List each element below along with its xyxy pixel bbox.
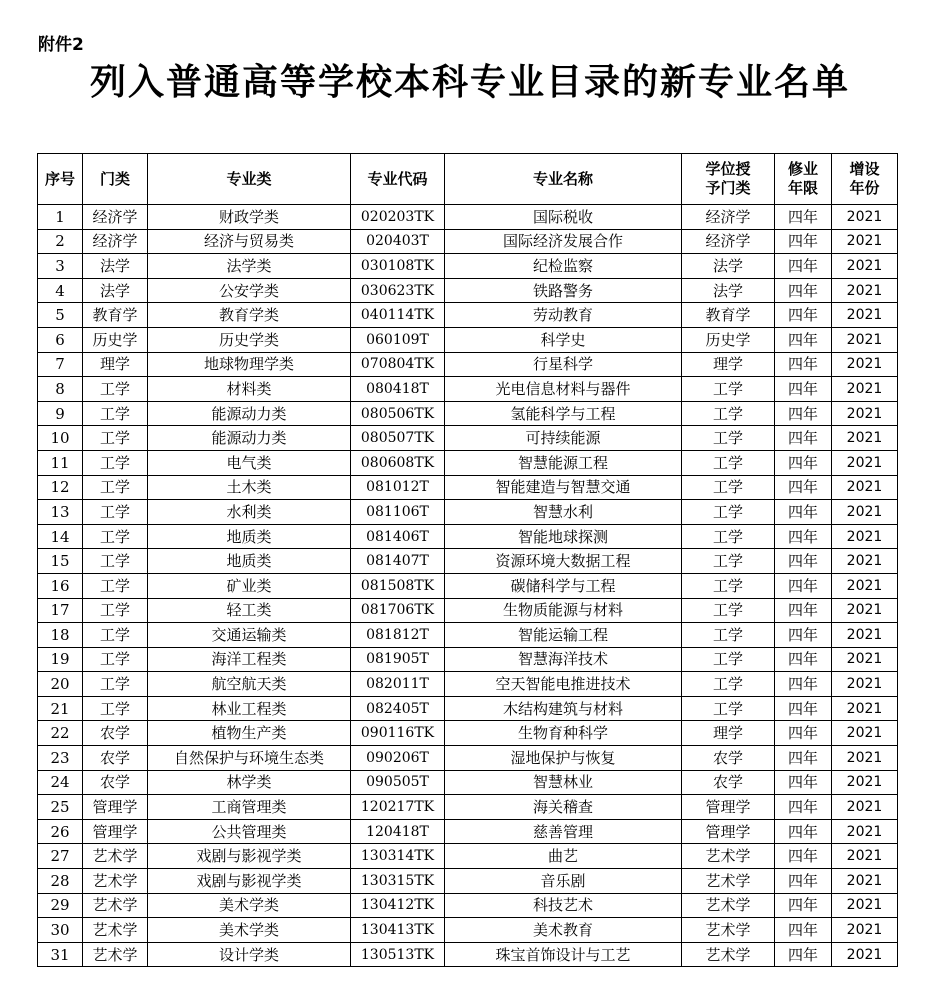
cell-study-years: 四年 (775, 746, 832, 771)
cell-major-name: 湿地保护与恢复 (445, 746, 682, 771)
cell-major-code: 020403T (351, 229, 445, 254)
cell-added-year: 2021 (832, 573, 898, 598)
cell-discipline: 农学 (83, 770, 148, 795)
cell-major-code: 080507TK (351, 426, 445, 451)
cell-degree-category: 艺术学 (682, 869, 775, 894)
cell-degree-category: 工学 (682, 500, 775, 525)
table-row (38, 696, 898, 721)
cell-major-name: 国际经济发展合作 (445, 229, 682, 254)
header-study-years: 修业年限 (775, 154, 832, 205)
cell-discipline: 工学 (83, 500, 148, 525)
cell-study-years: 四年 (775, 819, 832, 844)
cell-major-class: 林业工程类 (148, 696, 351, 721)
cell-major-class: 矿业类 (148, 573, 351, 598)
cell-index: 11 (38, 450, 83, 475)
cell-index: 1 (38, 205, 83, 230)
cell-major-code: 081406T (351, 524, 445, 549)
cell-discipline: 艺术学 (83, 942, 148, 967)
cell-discipline: 艺术学 (83, 844, 148, 869)
cell-major-class: 戏剧与影视学类 (148, 844, 351, 869)
cell-major-code: 082011T (351, 672, 445, 697)
cell-study-years: 四年 (775, 795, 832, 820)
cell-discipline: 艺术学 (83, 893, 148, 918)
cell-major-name: 智能地球探测 (445, 524, 682, 549)
cell-study-years: 四年 (775, 401, 832, 426)
cell-degree-category: 经济学 (682, 229, 775, 254)
cell-major-code: 081905T (351, 647, 445, 672)
attachment-label: 附件2 (38, 35, 84, 55)
cell-discipline: 艺术学 (83, 869, 148, 894)
cell-added-year: 2021 (832, 475, 898, 500)
cell-added-year: 2021 (832, 450, 898, 475)
cell-index: 4 (38, 278, 83, 303)
cell-discipline: 工学 (83, 672, 148, 697)
cell-major-class: 海洋工程类 (148, 647, 351, 672)
cell-major-code: 080608TK (351, 450, 445, 475)
cell-added-year: 2021 (832, 500, 898, 525)
table-row (38, 942, 898, 967)
cell-study-years: 四年 (775, 254, 832, 279)
cell-major-name: 美术教育 (445, 918, 682, 943)
cell-major-code: 030108TK (351, 254, 445, 279)
cell-major-name: 行星科学 (445, 352, 682, 377)
cell-index: 25 (38, 795, 83, 820)
cell-degree-category: 工学 (682, 524, 775, 549)
cell-study-years: 四年 (775, 869, 832, 894)
cell-index: 26 (38, 819, 83, 844)
table-row (38, 401, 898, 426)
cell-study-years: 四年 (775, 327, 832, 352)
table-row (38, 623, 898, 648)
cell-degree-category: 经济学 (682, 205, 775, 230)
cell-major-class: 经济与贸易类 (148, 229, 351, 254)
cell-major-name: 空天智能电推进技术 (445, 672, 682, 697)
cell-discipline: 工学 (83, 401, 148, 426)
cell-discipline: 管理学 (83, 795, 148, 820)
table-row (38, 327, 898, 352)
cell-study-years: 四年 (775, 647, 832, 672)
cell-major-name: 智慧水利 (445, 500, 682, 525)
cell-major-class: 自然保护与环境生态类 (148, 746, 351, 771)
cell-major-name: 国际税收 (445, 205, 682, 230)
cell-degree-category: 工学 (682, 647, 775, 672)
table-row (38, 598, 898, 623)
cell-degree-category: 农学 (682, 746, 775, 771)
cell-major-code: 081706TK (351, 598, 445, 623)
cell-degree-category: 农学 (682, 770, 775, 795)
cell-discipline: 工学 (83, 549, 148, 574)
cell-major-name: 光电信息材料与器件 (445, 377, 682, 402)
cell-index: 30 (38, 918, 83, 943)
cell-major-class: 工商管理类 (148, 795, 351, 820)
cell-index: 13 (38, 500, 83, 525)
cell-degree-category: 教育学 (682, 303, 775, 328)
cell-added-year: 2021 (832, 795, 898, 820)
cell-added-year: 2021 (832, 229, 898, 254)
cell-added-year: 2021 (832, 942, 898, 967)
cell-discipline: 工学 (83, 426, 148, 451)
cell-major-code: 082405T (351, 696, 445, 721)
cell-discipline: 管理学 (83, 819, 148, 844)
table-row (38, 500, 898, 525)
cell-major-code: 080418T (351, 377, 445, 402)
cell-degree-category: 工学 (682, 598, 775, 623)
table-row (38, 770, 898, 795)
table-row (38, 450, 898, 475)
cell-study-years: 四年 (775, 549, 832, 574)
table-row (38, 426, 898, 451)
cell-study-years: 四年 (775, 426, 832, 451)
cell-major-code: 120217TK (351, 795, 445, 820)
cell-discipline: 工学 (83, 623, 148, 648)
table-header-row (38, 154, 898, 205)
cell-major-code: 130315TK (351, 869, 445, 894)
cell-major-name: 音乐剧 (445, 869, 682, 894)
cell-index: 28 (38, 869, 83, 894)
cell-major-class: 教育学类 (148, 303, 351, 328)
table-row (38, 229, 898, 254)
cell-study-years: 四年 (775, 524, 832, 549)
cell-major-name: 生物质能源与材料 (445, 598, 682, 623)
cell-major-name: 曲艺 (445, 844, 682, 869)
cell-study-years: 四年 (775, 770, 832, 795)
cell-major-name: 资源环境大数据工程 (445, 549, 682, 574)
cell-major-name: 海关稽查 (445, 795, 682, 820)
cell-study-years: 四年 (775, 721, 832, 746)
cell-index: 15 (38, 549, 83, 574)
cell-study-years: 四年 (775, 475, 832, 500)
cell-added-year: 2021 (832, 819, 898, 844)
header-discipline: 门类 (83, 154, 148, 205)
cell-study-years: 四年 (775, 844, 832, 869)
cell-degree-category: 艺术学 (682, 918, 775, 943)
cell-added-year: 2021 (832, 770, 898, 795)
cell-major-class: 水利类 (148, 500, 351, 525)
cell-major-name: 珠宝首饰设计与工艺 (445, 942, 682, 967)
cell-degree-category: 工学 (682, 475, 775, 500)
table-row (38, 721, 898, 746)
cell-degree-category: 工学 (682, 696, 775, 721)
cell-major-code: 070804TK (351, 352, 445, 377)
cell-major-code: 081407T (351, 549, 445, 574)
table-row (38, 475, 898, 500)
cell-added-year: 2021 (832, 672, 898, 697)
cell-discipline: 艺术学 (83, 918, 148, 943)
cell-study-years: 四年 (775, 893, 832, 918)
cell-major-name: 纪检监察 (445, 254, 682, 279)
cell-major-name: 科技艺术 (445, 893, 682, 918)
cell-discipline: 工学 (83, 573, 148, 598)
cell-major-code: 090116TK (351, 721, 445, 746)
cell-major-name: 生物育种科学 (445, 721, 682, 746)
new-majors-table (37, 153, 898, 967)
cell-index: 23 (38, 746, 83, 771)
table-row (38, 205, 898, 230)
cell-degree-category: 工学 (682, 623, 775, 648)
header-degree-category: 学位授予门类 (682, 154, 775, 205)
cell-major-code: 030623TK (351, 278, 445, 303)
cell-discipline: 农学 (83, 721, 148, 746)
cell-degree-category: 工学 (682, 549, 775, 574)
cell-index: 31 (38, 942, 83, 967)
cell-major-class: 交通运输类 (148, 623, 351, 648)
cell-major-name: 氢能科学与工程 (445, 401, 682, 426)
cell-degree-category: 法学 (682, 278, 775, 303)
cell-major-name: 慈善管理 (445, 819, 682, 844)
cell-degree-category: 工学 (682, 426, 775, 451)
cell-study-years: 四年 (775, 500, 832, 525)
cell-major-code: 081012T (351, 475, 445, 500)
cell-major-code: 060109T (351, 327, 445, 352)
cell-major-name: 碳储科学与工程 (445, 573, 682, 598)
cell-major-code: 081106T (351, 500, 445, 525)
cell-study-years: 四年 (775, 352, 832, 377)
cell-discipline: 工学 (83, 450, 148, 475)
cell-added-year: 2021 (832, 278, 898, 303)
cell-major-class: 公共管理类 (148, 819, 351, 844)
cell-added-year: 2021 (832, 918, 898, 943)
cell-discipline: 工学 (83, 696, 148, 721)
cell-study-years: 四年 (775, 205, 832, 230)
cell-discipline: 法学 (83, 254, 148, 279)
cell-major-class: 林学类 (148, 770, 351, 795)
cell-added-year: 2021 (832, 524, 898, 549)
cell-study-years: 四年 (775, 696, 832, 721)
cell-added-year: 2021 (832, 869, 898, 894)
cell-major-class: 法学类 (148, 254, 351, 279)
cell-degree-category: 工学 (682, 672, 775, 697)
table-body (38, 205, 898, 967)
cell-index: 20 (38, 672, 83, 697)
table-row (38, 278, 898, 303)
table-row (38, 918, 898, 943)
cell-added-year: 2021 (832, 623, 898, 648)
cell-major-name: 智能运输工程 (445, 623, 682, 648)
table-row (38, 819, 898, 844)
cell-added-year: 2021 (832, 327, 898, 352)
cell-study-years: 四年 (775, 377, 832, 402)
cell-discipline: 经济学 (83, 205, 148, 230)
cell-added-year: 2021 (832, 844, 898, 869)
cell-discipline: 工学 (83, 377, 148, 402)
cell-major-name: 智能建造与智慧交通 (445, 475, 682, 500)
table-row (38, 672, 898, 697)
cell-major-class: 航空航天类 (148, 672, 351, 697)
cell-added-year: 2021 (832, 598, 898, 623)
cell-degree-category: 管理学 (682, 795, 775, 820)
cell-major-code: 080506TK (351, 401, 445, 426)
table-row (38, 549, 898, 574)
table-row (38, 893, 898, 918)
table-row (38, 647, 898, 672)
table-row (38, 844, 898, 869)
cell-added-year: 2021 (832, 746, 898, 771)
cell-major-name: 智慧林业 (445, 770, 682, 795)
cell-study-years: 四年 (775, 229, 832, 254)
cell-degree-category: 管理学 (682, 819, 775, 844)
cell-major-code: 130412TK (351, 893, 445, 918)
cell-major-class: 地质类 (148, 524, 351, 549)
cell-index: 7 (38, 352, 83, 377)
cell-discipline: 工学 (83, 647, 148, 672)
cell-index: 9 (38, 401, 83, 426)
cell-added-year: 2021 (832, 205, 898, 230)
cell-added-year: 2021 (832, 426, 898, 451)
header-major-code: 专业代码 (351, 154, 445, 205)
cell-degree-category: 工学 (682, 401, 775, 426)
cell-study-years: 四年 (775, 942, 832, 967)
cell-major-class: 材料类 (148, 377, 351, 402)
cell-discipline: 教育学 (83, 303, 148, 328)
header-added-year: 增设年份 (832, 154, 898, 205)
cell-index: 24 (38, 770, 83, 795)
cell-index: 2 (38, 229, 83, 254)
cell-study-years: 四年 (775, 918, 832, 943)
cell-major-code: 081812T (351, 623, 445, 648)
cell-degree-category: 法学 (682, 254, 775, 279)
cell-major-code: 090206T (351, 746, 445, 771)
cell-major-name: 可持续能源 (445, 426, 682, 451)
cell-index: 14 (38, 524, 83, 549)
cell-added-year: 2021 (832, 401, 898, 426)
table-row (38, 869, 898, 894)
cell-major-code: 020203TK (351, 205, 445, 230)
cell-discipline: 法学 (83, 278, 148, 303)
cell-discipline: 工学 (83, 524, 148, 549)
cell-added-year: 2021 (832, 254, 898, 279)
cell-discipline: 历史学 (83, 327, 148, 352)
cell-study-years: 四年 (775, 598, 832, 623)
cell-major-name: 铁路警务 (445, 278, 682, 303)
cell-major-name: 智慧海洋技术 (445, 647, 682, 672)
cell-major-name: 智慧能源工程 (445, 450, 682, 475)
cell-index: 27 (38, 844, 83, 869)
cell-added-year: 2021 (832, 352, 898, 377)
document-title: 列入普通高等学校本科专业目录的新专业名单 (89, 62, 850, 103)
cell-degree-category: 艺术学 (682, 844, 775, 869)
cell-major-class: 地质类 (148, 549, 351, 574)
cell-added-year: 2021 (832, 303, 898, 328)
cell-added-year: 2021 (832, 721, 898, 746)
table-row (38, 746, 898, 771)
cell-study-years: 四年 (775, 672, 832, 697)
cell-index: 17 (38, 598, 83, 623)
cell-index: 18 (38, 623, 83, 648)
cell-major-code: 090505T (351, 770, 445, 795)
cell-discipline: 经济学 (83, 229, 148, 254)
cell-degree-category: 艺术学 (682, 942, 775, 967)
cell-major-class: 美术学类 (148, 893, 351, 918)
cell-major-class: 戏剧与影视学类 (148, 869, 351, 894)
cell-index: 16 (38, 573, 83, 598)
cell-major-class: 轻工类 (148, 598, 351, 623)
cell-degree-category: 艺术学 (682, 893, 775, 918)
cell-study-years: 四年 (775, 450, 832, 475)
table-row (38, 795, 898, 820)
cell-discipline: 工学 (83, 598, 148, 623)
cell-major-code: 130314TK (351, 844, 445, 869)
cell-major-code: 130513TK (351, 942, 445, 967)
cell-index: 22 (38, 721, 83, 746)
table-row (38, 254, 898, 279)
cell-study-years: 四年 (775, 278, 832, 303)
cell-major-class: 地球物理学类 (148, 352, 351, 377)
table-row (38, 524, 898, 549)
cell-degree-category: 工学 (682, 377, 775, 402)
cell-major-class: 财政学类 (148, 205, 351, 230)
cell-added-year: 2021 (832, 893, 898, 918)
cell-added-year: 2021 (832, 696, 898, 721)
cell-degree-category: 工学 (682, 450, 775, 475)
cell-study-years: 四年 (775, 623, 832, 648)
cell-major-name: 劳动教育 (445, 303, 682, 328)
cell-discipline: 工学 (83, 475, 148, 500)
header-index: 序号 (38, 154, 83, 205)
cell-major-class: 土木类 (148, 475, 351, 500)
cell-major-class: 植物生产类 (148, 721, 351, 746)
cell-index: 5 (38, 303, 83, 328)
table-row (38, 377, 898, 402)
cell-index: 29 (38, 893, 83, 918)
cell-study-years: 四年 (775, 303, 832, 328)
cell-added-year: 2021 (832, 647, 898, 672)
cell-major-code: 040114TK (351, 303, 445, 328)
cell-discipline: 理学 (83, 352, 148, 377)
cell-degree-category: 理学 (682, 721, 775, 746)
header-major-class: 专业类 (148, 154, 351, 205)
cell-study-years: 四年 (775, 573, 832, 598)
cell-major-name: 木结构建筑与材料 (445, 696, 682, 721)
cell-major-class: 公安学类 (148, 278, 351, 303)
cell-major-class: 历史学类 (148, 327, 351, 352)
table-row (38, 352, 898, 377)
cell-major-code: 120418T (351, 819, 445, 844)
cell-major-code: 130413TK (351, 918, 445, 943)
cell-degree-category: 理学 (682, 352, 775, 377)
cell-major-name: 科学史 (445, 327, 682, 352)
cell-index: 6 (38, 327, 83, 352)
cell-index: 21 (38, 696, 83, 721)
cell-added-year: 2021 (832, 549, 898, 574)
cell-index: 12 (38, 475, 83, 500)
cell-major-class: 美术学类 (148, 918, 351, 943)
cell-major-class: 设计学类 (148, 942, 351, 967)
cell-index: 8 (38, 377, 83, 402)
cell-index: 10 (38, 426, 83, 451)
cell-major-class: 能源动力类 (148, 401, 351, 426)
cell-degree-category: 工学 (682, 573, 775, 598)
cell-major-class: 能源动力类 (148, 426, 351, 451)
header-major-name: 专业名称 (445, 154, 682, 205)
cell-index: 3 (38, 254, 83, 279)
table-row (38, 303, 898, 328)
cell-major-code: 081508TK (351, 573, 445, 598)
cell-major-class: 电气类 (148, 450, 351, 475)
table-row (38, 573, 898, 598)
cell-index: 19 (38, 647, 83, 672)
cell-degree-category: 历史学 (682, 327, 775, 352)
cell-discipline: 农学 (83, 746, 148, 771)
cell-added-year: 2021 (832, 377, 898, 402)
